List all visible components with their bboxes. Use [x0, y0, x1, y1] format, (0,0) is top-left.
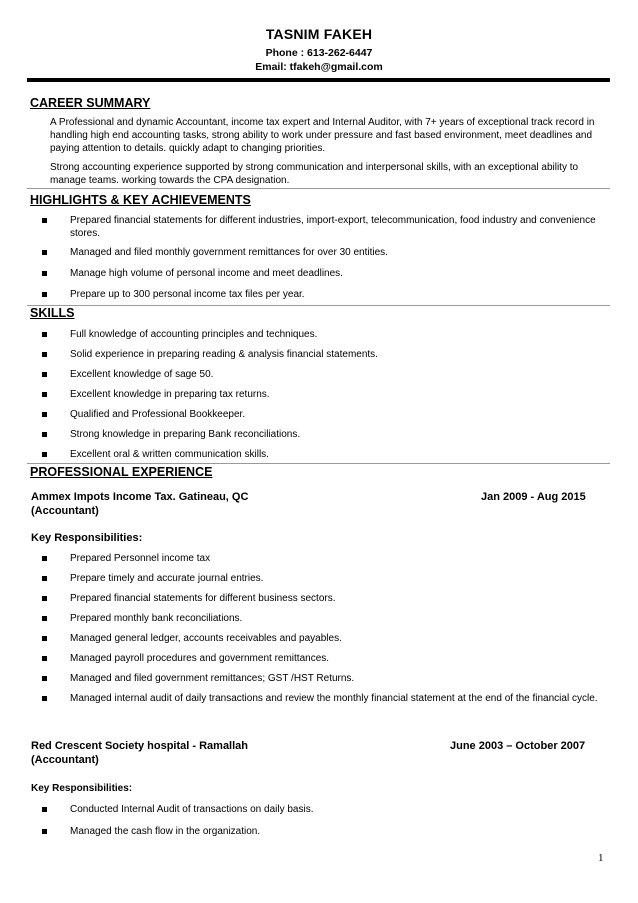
job-employer: Red Crescent Society hospital - Ramallah [31, 740, 249, 752]
responsibilities-heading: Key Responsibilities: [31, 783, 133, 794]
skills-list [30, 328, 610, 461]
list-item: Managed and filed government remittances; GST /HST Returns. [30, 672, 610, 685]
list-item: Strong knowledge in preparing Bank reconciliations. [30, 428, 610, 441]
list-item: Managed the cash flow in the organization. [30, 825, 610, 838]
skills-heading: SKILLS [30, 306, 75, 320]
career-summary-heading: CAREER SUMMARY [30, 96, 151, 110]
list-item: Managed and filed monthly government remittances for over 30 entities. [30, 246, 610, 259]
section-divider [27, 305, 610, 306]
section-divider [27, 463, 610, 464]
list-item: Excellent oral & written communication skills. [30, 448, 610, 461]
list-item: Prepare up to 300 personal income tax files per year. [30, 288, 610, 301]
list-item: Conducted Internal Audit of transactions on daily basis. [30, 803, 610, 816]
career-summary-paragraph-1: A Professional and dynamic Accountant, income tax expert and Internal Auditor, with 7+ years of exceptional track record in handling high end accounting tasks, strong ability to work under pressure and fast based environment, meet deadlines and paying attention to details. quickly adapt to changing priorities. [50, 117, 595, 154]
list-item: Qualified and Professional Bookkeeper. [30, 408, 610, 421]
list-item: Prepared monthly bank reconciliations. [30, 612, 610, 625]
job-dates: Jan 2009 - Aug 2015 [481, 491, 586, 503]
page-number: 1 [598, 852, 604, 864]
responsibilities-heading: Key Responsibilities: [31, 532, 143, 544]
job-role: (Accountant) [31, 754, 99, 766]
job-role: (Accountant) [31, 505, 99, 517]
header-divider [27, 78, 610, 82]
list-item: Managed internal audit of daily transactions and review the monthly financial statement at the end of the financial cycle. [30, 692, 610, 705]
job-responsibilities-list [30, 552, 610, 705]
list-item: Prepared Personnel income tax [30, 552, 610, 565]
candidate-name: TASNIM FAKEH [265, 26, 373, 42]
job-dates: June 2003 – October 2007 [450, 740, 586, 752]
phone-number: Phone : 613-262-6447 [265, 47, 373, 59]
list-item: Prepare timely and accurate journal entries. [30, 572, 610, 585]
list-item: Excellent knowledge in preparing tax returns. [30, 388, 610, 401]
section-divider [27, 188, 610, 189]
experience-heading: PROFESSIONAL EXPERIENCE [30, 465, 213, 479]
highlights-heading: HIGHLIGHTS & KEY ACHIEVEMENTS [30, 193, 251, 207]
career-summary-paragraph-2: Strong accounting experience supported by strong communication and interpersonal skills, with an exceptional ability to manage teams. working towards the CPA designation. [50, 162, 579, 186]
job-employer: Ammex Impots Income Tax. Gatineau, QC [31, 491, 249, 503]
email-address: Email: tfakeh@gmail.com [255, 61, 383, 73]
list-item: Prepared financial statements for different industries, import-export, telecommunication, food industry and convenience stores. [30, 214, 610, 240]
list-item: Manage high volume of personal income and meet deadlines. [30, 267, 610, 280]
list-item: Managed general ledger, accounts receivables and payables. [30, 632, 610, 645]
list-item: Full knowledge of accounting principles and techniques. [30, 328, 610, 341]
job-responsibilities-list [30, 803, 610, 838]
list-item: Excellent knowledge of sage 50. [30, 368, 610, 381]
list-item: Solid experience in preparing reading & analysis financial statements. [30, 348, 610, 361]
list-item: Managed payroll procedures and government remittances. [30, 652, 610, 665]
highlights-list [30, 214, 610, 301]
resume-header [0, 26, 638, 74]
list-item: Prepared financial statements for different business sectors. [30, 592, 610, 605]
